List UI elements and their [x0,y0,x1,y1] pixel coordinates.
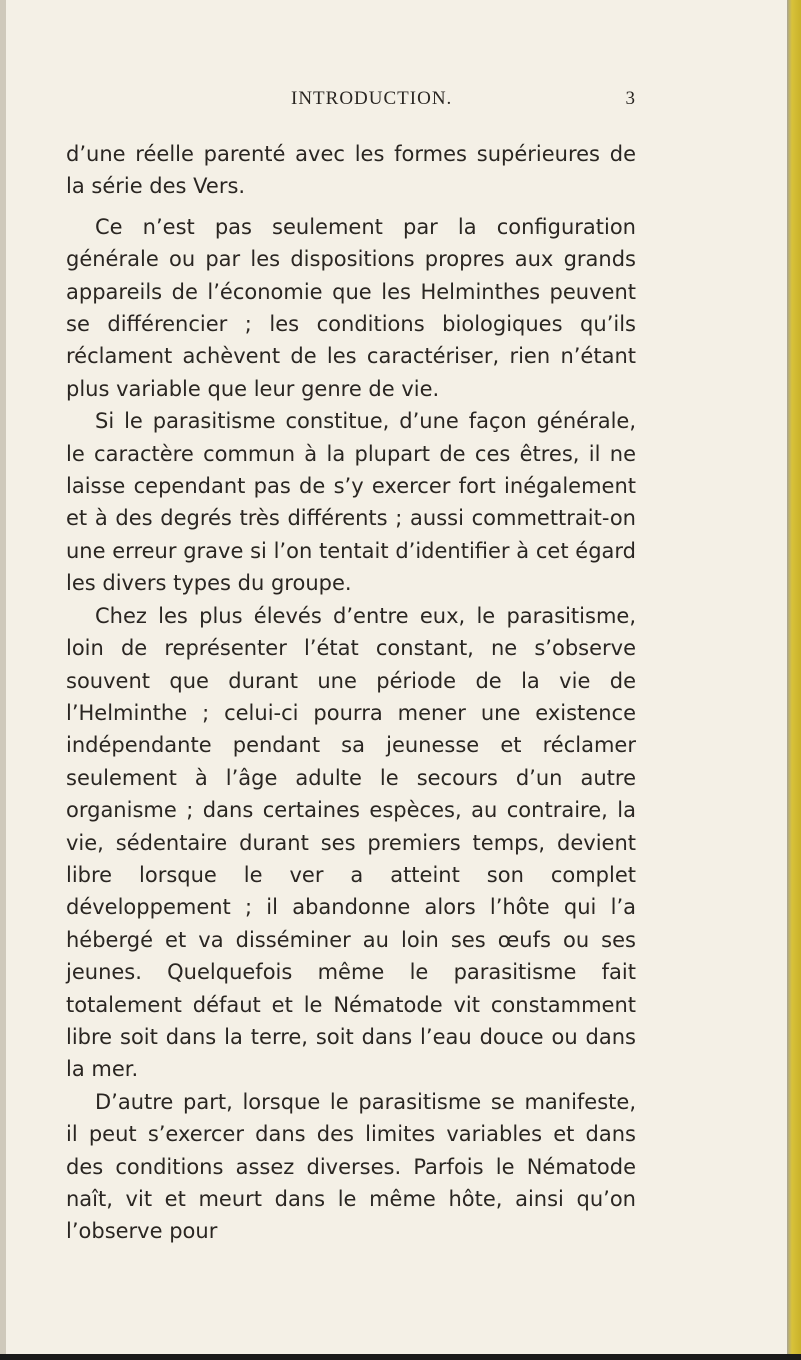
running-title: INTRODUCTION. [291,88,453,109]
paragraph-continuation: d’une réelle parenté avec les formes supérieures de la série des Vers. [66,142,636,199]
page-header [66,88,636,118]
page-edge-right [787,0,801,1360]
paragraph-plus-eleves: Chez les plus élevés d’entre eux, le parasitisme, loin de représenter l’état constant, ne s’observe souvent que durant une période de la vie de l’Helminthe ; celui-ci pourra mener une existence indépendante pendant sa jeunesse et réclamer seulement à l’âge adulte le secours d’un autre organisme ; dans certaines espèces, au contraire, la vie, sédentaire durant ses premiers temps, devient libre lorsque le ver a atteint son complet développement ; il abandonne alors l’hôte qui l’a hébergé et va disséminer au loin ses œufs ou ses jeunes. Quelquefois même le parasitisme fait totalement défaut et le Nématode vit constamment libre soit dans la terre, soit dans l’eau douce ou dans la mer. [66,603,636,1082]
paragraph-autre-part: D’autre part, lorsque le parasitisme se manifeste, il peut s’exercer dans des limites variables et dans des conditions assez diverses. Parfois le Nématode naît, vit et meurt dans le même hôte, ainsi qu’on l’observe pour [66,1089,636,1244]
page-number: 3 [625,88,636,109]
body-text [66,138,636,1248]
page-edge-bottom [0,1354,801,1360]
paragraph-parasitisme: Si le parasitisme constitue, d’une façon générale, le caractère commun à la plupart de ces êtres, il ne laisse cependant pas de s’y exercer fort inégalement et à des degrés très différents ; aussi commettrait-on une erreur grave si l’on tentait d’identifier à cet égard les divers types du groupe. [66,409,636,596]
paragraph-configuration: Ce n’est pas seulement par la configuration générale ou par les dispositions propres aux grands appareils de l’économie que les Helminthes peuvent se différencier ; les conditions biologiques qu’ils réclament achèvent de les caractériser, rien n’étant plus variable que leur genre de vie. [66,214,636,401]
